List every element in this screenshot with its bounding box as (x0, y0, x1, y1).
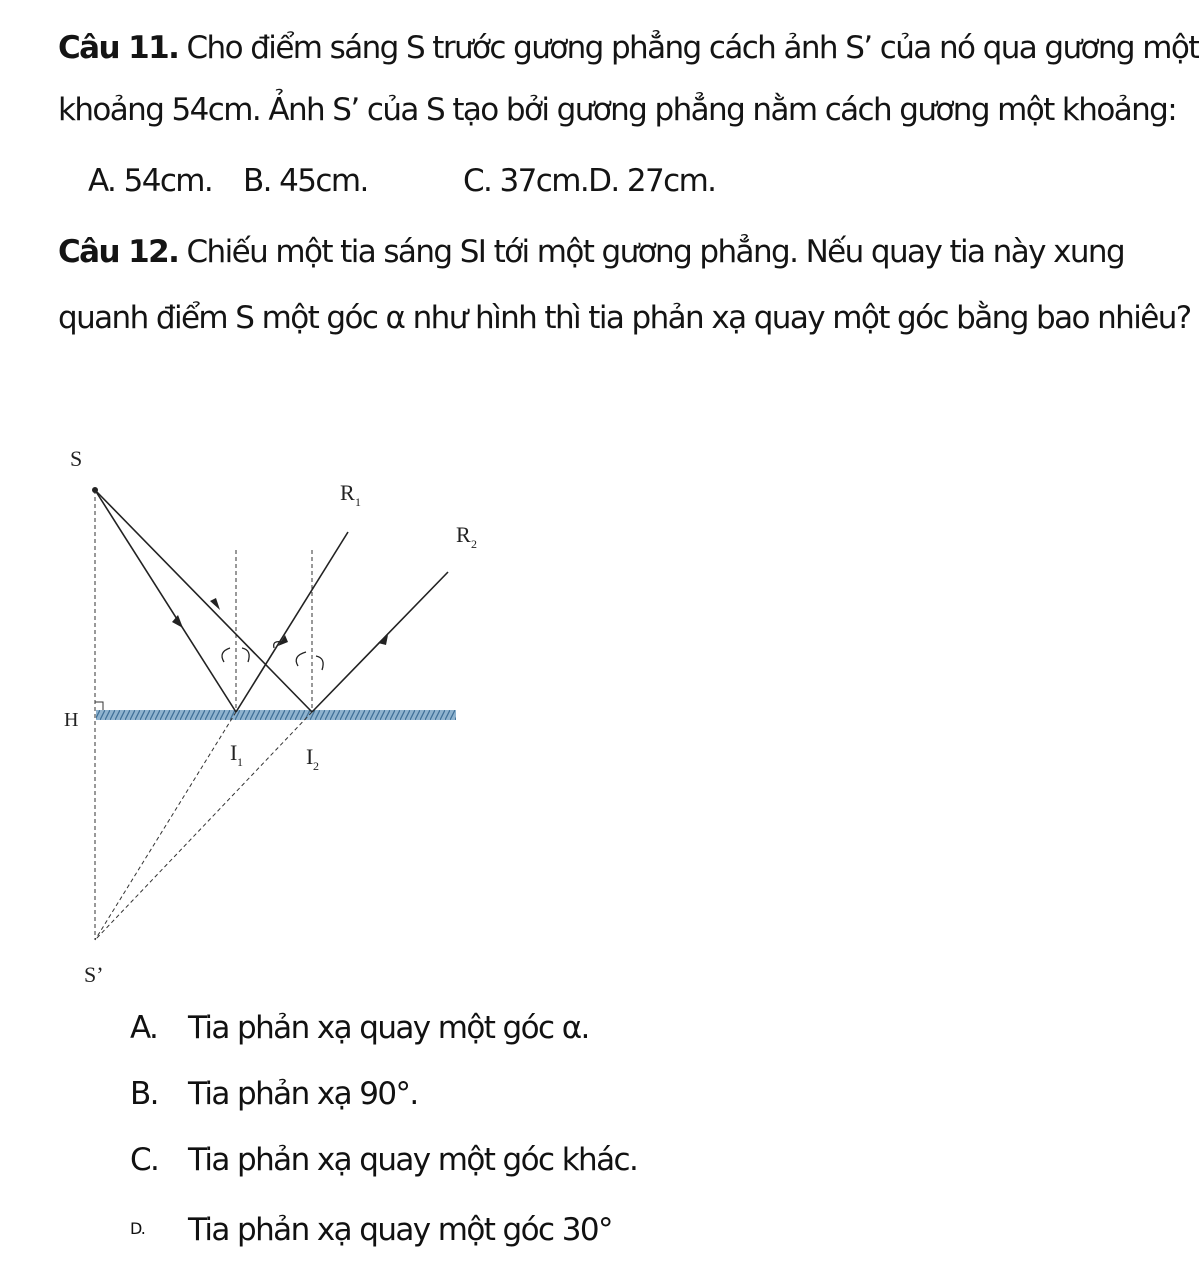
q11-text-2: khoảng 54cm. Ảnh S’ của S tạo bởi gương phẳng nằm cách gương một khoảng: (58, 92, 1177, 128)
angle-arc-i2-right (316, 656, 323, 670)
label-s-prime: S’ (84, 962, 104, 987)
label-h: H (64, 709, 79, 731)
q11-title: Câu 11. (58, 30, 179, 66)
reflected-ray-r1 (236, 532, 348, 712)
label-i1: I (230, 740, 238, 765)
extension-i2-sprime (95, 712, 312, 940)
q11-line-2 (58, 92, 1176, 128)
answer-text-a: Tia phản xạ quay một góc α. (188, 1010, 589, 1046)
q11-options (88, 163, 715, 199)
answer-key-a: A. (130, 1010, 158, 1046)
label-i2: I (306, 744, 314, 769)
q12-answer-b (130, 1076, 418, 1112)
point-s-dot (92, 487, 98, 493)
q12-answer-c (130, 1142, 637, 1178)
q12-answer-d (130, 1212, 612, 1248)
angle-arc-i1-left (222, 648, 230, 662)
q12-text-1: Chiếu một tia sáng SI tới một gương phẳng. Nếu quay tia này xung (186, 234, 1125, 270)
angle-arc-i1-right (242, 648, 249, 662)
extension-i1-sprime (95, 712, 236, 940)
angle-arc-i2-left (296, 652, 306, 666)
q12-text-2: quanh điểm S một góc α như hình thì tia phản xạ quay một góc bằng bao nhiêu? (58, 300, 1191, 336)
mirror-diagram (50, 430, 530, 1000)
answer-key-d: D. (130, 1219, 145, 1238)
right-angle-mark (95, 702, 103, 710)
label-r1: R (340, 480, 355, 505)
arrow-incident-1 (172, 615, 183, 628)
label-r1-sub: 1 (355, 495, 361, 509)
q12-line-1 (58, 234, 1124, 270)
answer-text-b: Tia phản xạ 90°. (188, 1076, 418, 1112)
mirror (96, 710, 456, 720)
answer-key-b: B. (130, 1076, 158, 1112)
q11-text-1: Cho điểm sáng S trước gương phẳng cách ảnh S’ của nó qua gương một (186, 30, 1199, 66)
incident-ray-s-i2 (95, 490, 312, 712)
q12-answer-a (130, 1010, 589, 1046)
q11-option-a: A. 54cm. (88, 163, 213, 199)
q11-option-b: B. 45cm. (243, 163, 368, 199)
answer-text-d: Tia phản xạ quay một góc 30° (188, 1212, 612, 1248)
q12-line-2 (58, 300, 1191, 336)
label-i1-sub: 1 (237, 755, 243, 769)
q12-title: Câu 12. (58, 234, 179, 270)
answer-text-c: Tia phản xạ quay một góc khác. (188, 1142, 638, 1178)
q11-option-cd: C. 37cm.D. 27cm. (463, 163, 716, 199)
answer-key-c: C. (130, 1142, 159, 1178)
label-r2: R (456, 522, 471, 547)
label-i2-sub: 2 (313, 759, 319, 773)
label-s: S (70, 446, 83, 471)
label-r2-sub: 2 (471, 537, 477, 551)
q11-line-1 (58, 30, 1199, 66)
mirror-diagram-svg (50, 430, 530, 1000)
